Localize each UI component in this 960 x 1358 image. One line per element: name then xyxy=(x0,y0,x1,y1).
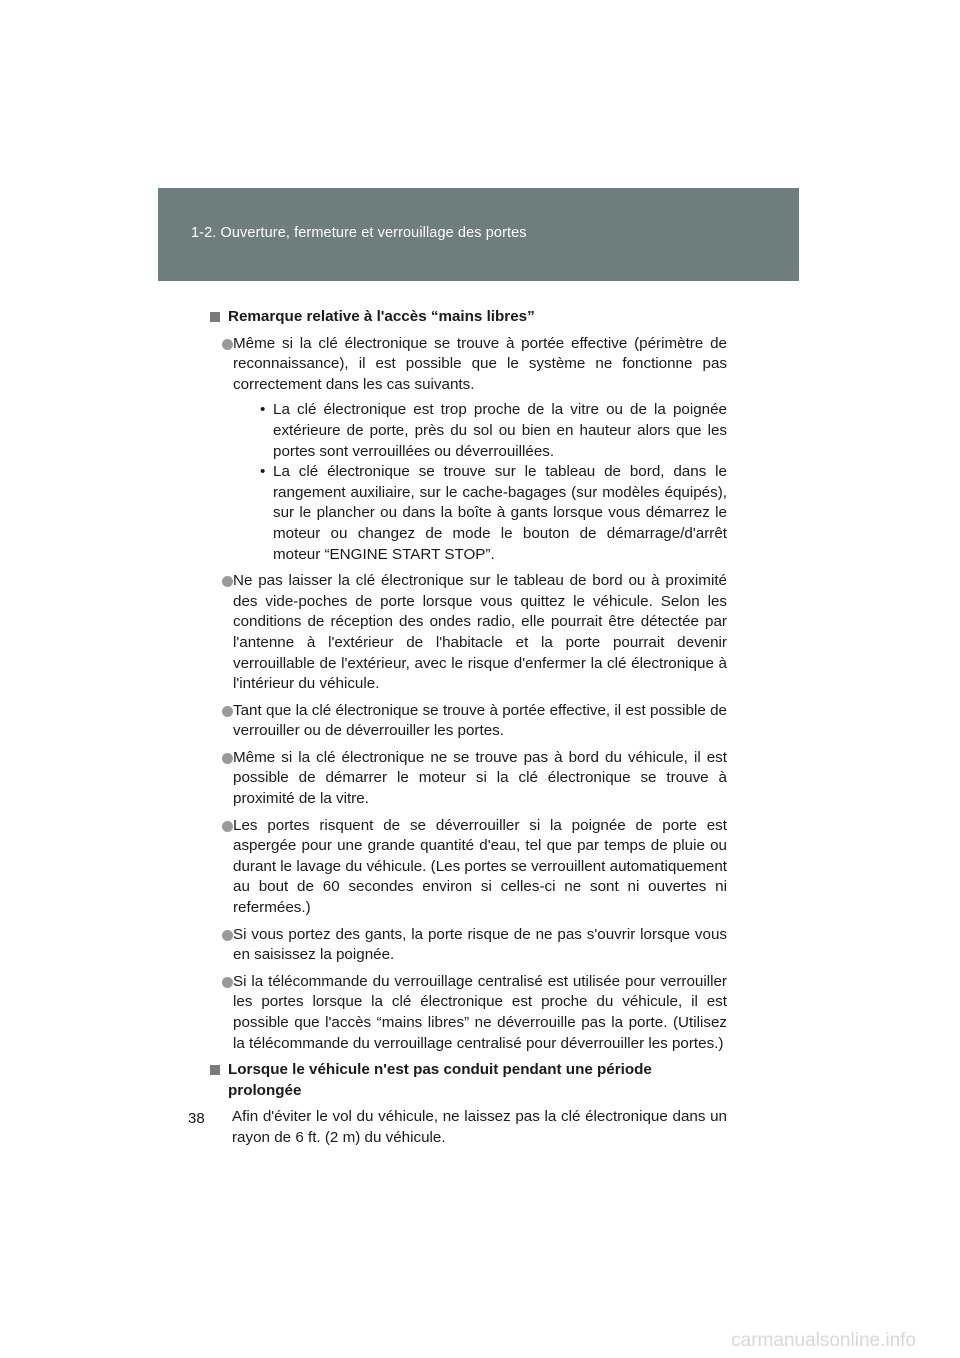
bullet-item: Même si la clé électronique se trouve à portée effective (périmètre de reconnaissance), il est possible que le système ne fonctionne pas correctement dans les cas suivants. • La clé électronique est trop proche de la vitre ou de la poignée extérieure de porte, près du sol ou bien en hauteur alors que les portes sont verrouillées ou déverrouillées. • La clé électronique se trouve sur le tableau de bord, dans le rangement auxiliaire, sur le cache-bagages (sur modèles équipés), sur le plancher ou dans la boîte à gants lorsque vous démarrez le moteur ou changez de mode le bouton de démarrage/d'arrêt moteur “ENGINE START STOP”. xyxy=(210,334,727,566)
footer-watermark: carmanualsonline.info xyxy=(731,1330,916,1351)
bullet-item: Si vous portez des gants, la porte risque de ne pas s'ouvrir lorsque vous en saisissez la poignée. xyxy=(210,925,727,966)
bullet-item: Ne pas laisser la clé électronique sur le tableau de bord ou à proximité des vide-poches de porte lorsque vous quittez le véhicule. Selon les conditions de réception des ondes radio, elle pourrait être détectée par l'antenne à l'extérieur de l'habitacle et la porte pourrait devenir verrouillable de l'extérieur, avec le risque d'enfermer la clé électronique à l'intérieur du véhicule. xyxy=(210,571,727,695)
sub-item: • La clé électronique se trouve sur le tableau de bord, dans le rangement auxiliaire, sur le cache-bagages (sur modèles équipés), sur le plancher ou dans la boîte à gants lorsque vous démarrez le moteur ou changez de mode le bouton de démarrage/d'arrêt moteur “ENGINE START STOP”. xyxy=(260,463,727,563)
section-heading: Remarque relative à l'accès “mains libres” xyxy=(210,307,727,328)
section-paragraph: Afin d'éviter le vol du véhicule, ne laissez pas la clé électronique dans un rayon de 6 ft. (2 m) du véhicule. xyxy=(232,1108,727,1146)
square-bullet-icon xyxy=(210,1065,220,1075)
chapter-header xyxy=(158,188,799,281)
circle-bullet-icon xyxy=(222,821,233,832)
bullet-item: Les portes risquent de se déverrouiller si la poignée de porte est aspergée pour une grande quantité d'eau, tel que par temps de pluie ou durant le lavage du véhicule. (Les portes se verrouillent automatiquement au bout de 60 secondes environ si celles-ci ne sont ni ouvertes ni refermées.) xyxy=(210,816,727,919)
page-content xyxy=(210,307,727,1149)
section-heading: Lorsque le véhicule n'est pas conduit pendant une période prolongée xyxy=(210,1060,727,1101)
page-number: 38 xyxy=(188,1110,205,1127)
chapter-title: 1-2. Ouverture, fermeture et verrouillage des portes xyxy=(191,225,527,241)
circle-bullet-icon xyxy=(222,977,233,988)
circle-bullet-icon xyxy=(222,930,233,941)
square-bullet-icon xyxy=(210,312,220,322)
circle-bullet-icon xyxy=(222,706,233,717)
bullet-item: Si la télécommande du verrouillage centralisé est utilisée pour verrouiller les portes lorsque la clé électronique est proche du véhicule, il est possible que l'accès “mains libres” ne déverrouille pas la porte. (Utilisez la télécommande du verrouillage centralisé pour déverrouiller les portes.) xyxy=(210,972,727,1054)
bullet-item: Tant que la clé électronique se trouve à portée effective, il est possible de verrouiller ou de déverrouiller les portes. xyxy=(210,701,727,742)
sub-item: • La clé électronique est trop proche de la vitre ou de la poignée extérieure de porte, près du sol ou bien en hauteur alors que les portes sont verrouillées ou déverrouillées. xyxy=(260,401,727,460)
bullet-item: Même si la clé électronique ne se trouve pas à bord du véhicule, il est possible de démarrer le moteur si la clé électronique se trouve à proximité de la vitre. xyxy=(210,748,727,810)
circle-bullet-icon xyxy=(222,753,233,764)
circle-bullet-icon xyxy=(222,576,233,587)
circle-bullet-icon xyxy=(222,339,233,350)
